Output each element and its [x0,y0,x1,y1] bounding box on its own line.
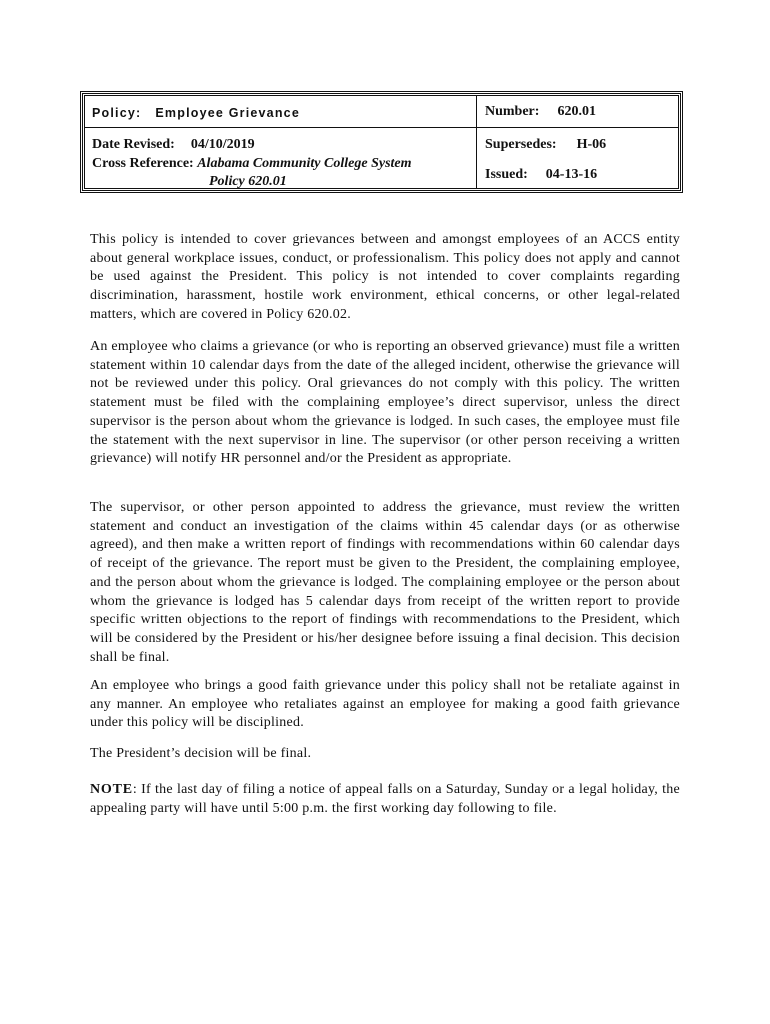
number-cell [477,96,678,128]
supersedes [485,137,606,153]
supersedes-value: H-06 [576,137,607,152]
note-text: : If the last day of filing a notice of appeal falls on a Saturday, Sunday or a legal holiday, the appealing party will have until 5:00 p.m. the first working day following to file. [90,782,680,816]
policy-number [485,104,596,120]
paragraph-filing: An employee who claims a grievance (or who is reporting an observed grievance) must file a written statement within 10 calendar days from the date of the alleged incident, otherwise the grievance will not be reviewed under this policy. Oral grievances do not comply with this policy. The written statement must be filed with the complaining employee’s direct supervisor, unless the direct supervisor is the person about whom the grievance is lodged. In such cases, the employee must file the statement with the next supervisor in line. The supervisor (or other person receiving a written grievance) will notify HR personnel and/or the President as appropriate. [90,339,680,467]
policy-title-cell [85,96,476,128]
policy-value: Employee Grievance [155,106,300,120]
paragraph-final-decision: The President’s decision will be final. [90,746,312,761]
date-revised-value: 04/10/2019 [190,137,255,152]
paragraph-scope: This policy is intended to cover grievances between and amongst employees of an ACCS entity about general workplace issues, conduct, or professionalism. This policy does not apply and cannot be used against the President. This policy is not intended to cover complaints regarding discrimination, harassment, hostile work environment, ethical concerns, or other legal-related matters, which are covered in Policy 620.02. [90,232,680,322]
cross-reference-value-line1: Alabama Community College System [197,156,412,171]
cross-reference-value-line2: Policy 620.01 [209,174,287,189]
number-value: 620.01 [557,104,596,119]
cross-reference-label: Cross Reference: [92,156,194,171]
issued-value: 04-13-16 [545,167,598,182]
date-revised [92,137,255,153]
date-revised-label: Date Revised: [92,137,175,152]
paragraph-retaliation: An employee who brings a good faith grievance under this policy shall not be retaliate against in any manner. An employee who retaliates against an employee for making a good faith grievance under this policy will be disciplined. [90,678,680,731]
note-paragraph [90,781,680,818]
number-label: Number: [485,104,540,119]
header-left-column [85,96,477,188]
supersedes-label: Supersedes: [485,137,557,152]
header-right-column [477,96,678,188]
issued-label: Issued: [485,167,528,182]
policy-label: Policy: [92,106,142,120]
issued [485,167,597,183]
paragraph-investigation: The supervisor, or other person appointed to address the grievance, must review the written statement and conduct an investigation of the claims within 45 calendar days (or as otherwise agreed), and then make a written report of findings with recommendations within 60 calendar days of receipt of the grievance. The report must be given to the President, the complaining employee, and the person about whom the grievance is lodged. The complaining employee or the person about whom the grievance is lodged has 5 calendar days from receipt of the written report to provide specific written objections to the report of findings with recommendations to the President, which will be considered by the President or his/her designee before issuing a final decision. This decision shall be final. [90,500,680,665]
note-label: NOTE [90,782,133,797]
policy-header-table [82,93,681,191]
policy-title [92,106,300,120]
cross-reference [92,156,412,172]
